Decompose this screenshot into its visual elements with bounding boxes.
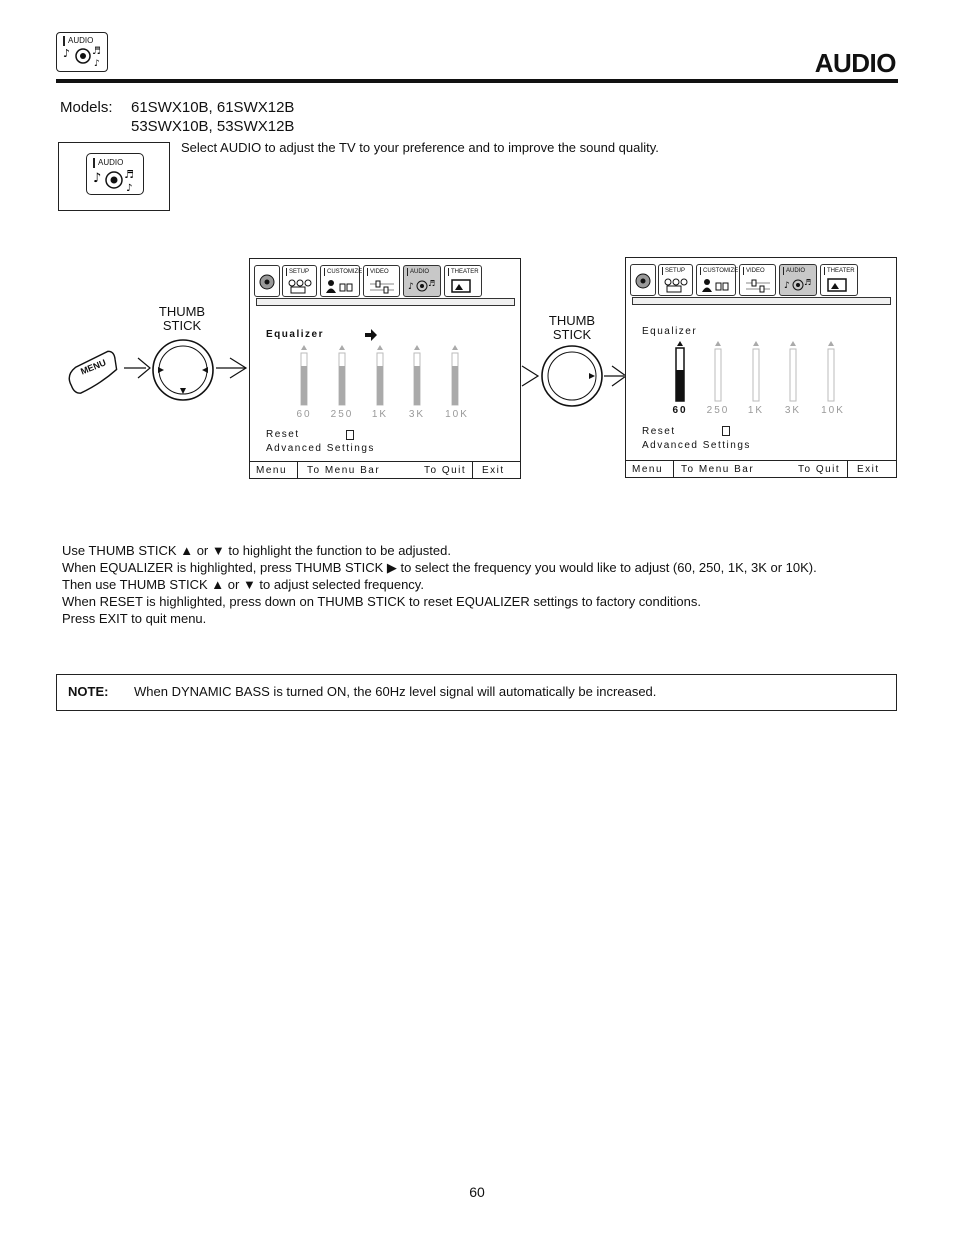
svg-text:♪: ♪ bbox=[93, 171, 102, 186]
freq-3k: 3K bbox=[408, 409, 426, 420]
footer-divider bbox=[297, 462, 298, 478]
svg-text:♬: ♬ bbox=[804, 278, 812, 287]
audio-header-icon bbox=[56, 32, 108, 72]
theater-icon bbox=[449, 278, 477, 294]
freq-10k: 10K bbox=[445, 409, 469, 420]
tab-customize bbox=[696, 264, 739, 296]
freq-1k: 1K bbox=[371, 409, 389, 420]
joystick-icon bbox=[258, 273, 276, 291]
reset-label: Reset bbox=[266, 429, 300, 440]
menu-bar bbox=[632, 297, 891, 305]
video-icon bbox=[368, 278, 396, 294]
thumb-stick-label-2-line-2: STICK bbox=[552, 327, 592, 342]
models-line-2: 53SWX10B, 53SWX12B bbox=[131, 118, 295, 135]
equalizer-label: Equalizer bbox=[642, 326, 698, 337]
page-number: 60 bbox=[469, 1184, 485, 1200]
setup-icon bbox=[287, 278, 313, 294]
tab-main-icon bbox=[630, 264, 656, 296]
audio-header-icon-label: AUDIO bbox=[63, 36, 93, 46]
tab-video-label: VIDEO bbox=[743, 267, 765, 275]
audio-icon-label: AUDIO bbox=[93, 158, 123, 168]
reset-checkbox bbox=[346, 430, 354, 440]
models-label: Models: bbox=[60, 99, 113, 116]
audio-icon-frame bbox=[86, 153, 144, 195]
tab-customize-label: CUSTOMIZE bbox=[700, 267, 738, 275]
tab-setup-label: SETUP bbox=[662, 267, 685, 275]
thumbstick-right-graphic bbox=[520, 340, 628, 410]
setup-icon bbox=[663, 277, 689, 293]
svg-text:♪: ♪ bbox=[63, 47, 71, 60]
tab-customize bbox=[320, 265, 363, 297]
tab-theater-label: THEATER bbox=[824, 267, 855, 275]
footer-menu: Menu bbox=[256, 465, 288, 476]
svg-text:♪: ♪ bbox=[94, 59, 100, 69]
footer-divider bbox=[472, 462, 473, 478]
tab-audio bbox=[779, 264, 817, 296]
svg-text:♬: ♬ bbox=[124, 168, 134, 181]
note-text: When DYNAMIC BASS is turned ON, the 60Hz level signal will automatically be increased. bbox=[134, 684, 657, 699]
freq-60-selected: 60 bbox=[672, 405, 688, 416]
footer-to-menu-bar: To Menu Bar bbox=[681, 464, 755, 475]
header-rule bbox=[56, 79, 898, 83]
music-note-icon bbox=[93, 168, 139, 194]
menu-bar bbox=[256, 298, 515, 306]
equalizer-sliders bbox=[666, 340, 846, 404]
advanced-settings-label: Advanced Settings bbox=[642, 440, 751, 451]
footer-divider bbox=[847, 461, 848, 477]
instruction-line: When EQUALIZER is highlighted, press THUMB STICK ▶ to select the frequency you would like to adjust (60, 250, 1K, 3K or 10K). bbox=[62, 560, 817, 575]
tab-customize-label: CUSTOMIZE bbox=[324, 268, 362, 276]
tab-setup bbox=[282, 265, 317, 297]
tab-main-icon bbox=[254, 265, 280, 297]
freq-1k: 1K bbox=[747, 405, 765, 416]
tv-screen-2 bbox=[625, 257, 897, 478]
thumb-stick-label-1 bbox=[150, 305, 214, 333]
instruction-line: Press EXIT to quit menu. bbox=[62, 611, 207, 626]
freq-10k: 10K bbox=[821, 405, 845, 416]
svg-text:♬: ♬ bbox=[92, 46, 101, 57]
audio-icon-box bbox=[58, 142, 170, 211]
tab-video bbox=[739, 264, 776, 296]
reset-label: Reset bbox=[642, 426, 676, 437]
freq-250: 250 bbox=[330, 409, 354, 420]
music-note-icon bbox=[63, 45, 103, 69]
footer-divider bbox=[673, 461, 674, 477]
tab-setup-label: SETUP bbox=[286, 268, 309, 276]
thumb-stick-label-2-line-1: THUMB bbox=[548, 313, 596, 328]
tab-video bbox=[363, 265, 400, 297]
audio-icon bbox=[408, 278, 436, 294]
footer-menu: Menu bbox=[632, 464, 664, 475]
freq-3k: 3K bbox=[784, 405, 802, 416]
tab-setup bbox=[658, 264, 693, 296]
note-label: NOTE: bbox=[68, 684, 109, 699]
instruction-line: Use THUMB STICK ▲ or ▼ to highlight the function to be adjusted. bbox=[62, 543, 451, 558]
thumb-stick-label-1-line-1: THUMB bbox=[158, 304, 206, 319]
footer-to-quit: To Quit bbox=[424, 465, 467, 476]
audio-icon bbox=[784, 277, 812, 293]
thumb-stick-label-1-line-2: STICK bbox=[162, 318, 202, 333]
footer-to-quit: To Quit bbox=[798, 464, 841, 475]
page-title: AUDIO bbox=[814, 48, 896, 78]
tab-audio-label: AUDIO bbox=[407, 268, 429, 276]
tab-audio-label: AUDIO bbox=[783, 267, 805, 275]
svg-text:♬: ♬ bbox=[428, 279, 436, 288]
equalizer-sliders bbox=[290, 344, 470, 408]
freq-250: 250 bbox=[706, 405, 730, 416]
svg-text:♪: ♪ bbox=[784, 281, 790, 291]
tab-theater bbox=[444, 265, 482, 297]
tab-theater-label: THEATER bbox=[448, 268, 479, 276]
svg-text:♪: ♪ bbox=[408, 282, 414, 292]
screen-footer bbox=[626, 460, 896, 477]
theater-icon bbox=[825, 277, 853, 293]
right-arrow-icon bbox=[364, 329, 378, 341]
advanced-settings-label: Advanced Settings bbox=[266, 443, 375, 454]
screen-footer bbox=[250, 461, 520, 478]
instruction-line: When RESET is highlighted, press down on THUMB STICK to reset EQUALIZER settings to factory conditions. bbox=[62, 594, 701, 609]
svg-text:♪: ♪ bbox=[126, 183, 133, 194]
footer-exit: Exit bbox=[482, 465, 505, 476]
menu-button: MENU bbox=[79, 357, 108, 377]
freq-60: 60 bbox=[296, 409, 312, 420]
customize-icon bbox=[325, 278, 355, 294]
customize-icon bbox=[701, 277, 731, 293]
models-line-1: 61SWX10B, 61SWX12B bbox=[131, 99, 295, 116]
note-box bbox=[56, 674, 897, 711]
equalizer-label: Equalizer bbox=[266, 329, 324, 340]
video-icon bbox=[744, 277, 772, 293]
instruction-line: Then use THUMB STICK ▲ or ▼ to adjust selected frequency. bbox=[62, 577, 424, 592]
footer-exit: Exit bbox=[857, 464, 880, 475]
footer-to-menu-bar: To Menu Bar bbox=[307, 465, 381, 476]
tab-audio bbox=[403, 265, 441, 297]
intro-text: Select AUDIO to adjust the TV to your preference and to improve the sound quality. bbox=[181, 140, 659, 155]
models-block bbox=[60, 98, 294, 136]
tab-video-label: VIDEO bbox=[367, 268, 389, 276]
tab-theater bbox=[820, 264, 858, 296]
joystick-icon bbox=[634, 272, 652, 290]
instructions bbox=[62, 542, 817, 627]
tv-screen-1 bbox=[249, 258, 521, 479]
thumb-stick-label-2 bbox=[540, 314, 604, 342]
reset-checkbox bbox=[722, 426, 730, 436]
